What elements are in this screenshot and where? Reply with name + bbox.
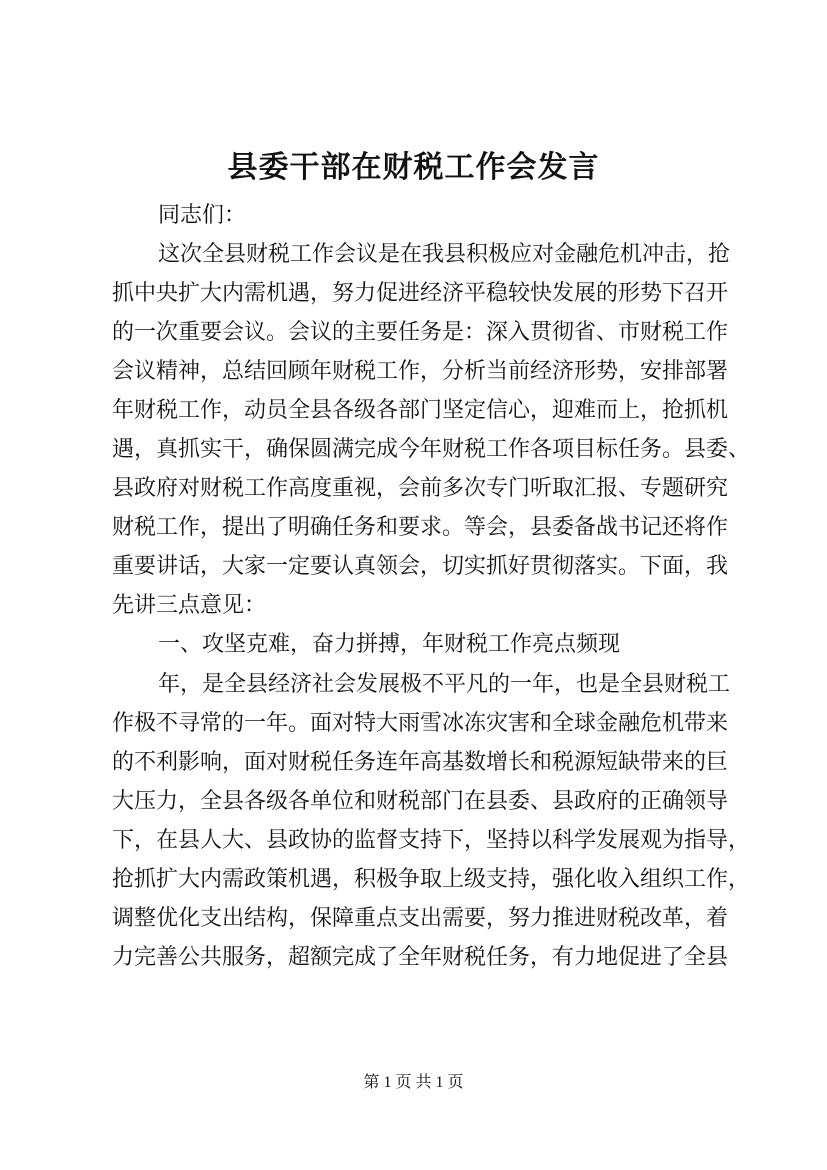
body-line: 年财税工作，动员全县各级各部门坚定信心，迎难而上，抢抓机 — [112, 398, 729, 423]
body-line: 会议精神，总结回顾年财税工作，分析当前经济形势，安排部署 — [112, 359, 729, 384]
body-line: 这次全县财税工作会议是在我县积极应对金融危机冲击，抢 — [158, 242, 731, 267]
body-line: 先讲三点意见： — [112, 593, 267, 618]
body-line: 抓中央扩大内需机遇，努力促进经济平稳较快发展的形势下召开 — [112, 281, 729, 306]
body-line: 县政府对财税工作高度重视，会前多次专门听取汇报、专题研究 — [112, 476, 729, 501]
document-title: 县委干部在财税工作会发言 — [227, 150, 600, 185]
body-line: 的不利影响，面对财税任务连年高基数增长和税源短缺带来的巨 — [112, 750, 729, 775]
body-line: 大压力，全县各级各单位和财税部门在县委、县政府的正确领导 — [112, 789, 729, 814]
body-line: 遇，真抓实干，确保圆满完成今年财税工作各项目标任务。县委、 — [112, 437, 751, 462]
salutation-line: 同志们： — [158, 203, 247, 228]
body-line: 年，是全县经济社会发展极不平凡的一年，也是全县财税工 — [158, 672, 731, 697]
body-line: 的一次重要会议。会议的主要任务是：深入贯彻省、市财税工作 — [112, 320, 729, 345]
section-heading: 一、攻坚克难，奋力拼搏，年财税工作亮点频现 — [158, 632, 621, 657]
body-line: 下，在县人大、县政协的监督支持下，坚持以科学发展观为指导， — [112, 828, 751, 853]
body-line: 调整优化支出结构，保障重点支出需要，努力推进财税改革，着 — [112, 906, 729, 931]
page-number-footer: 第 1 页 共 1 页 — [363, 1074, 464, 1091]
body-line: 力完善公共服务，超额完成了全年财税任务，有力地促进了全县 — [112, 945, 729, 970]
body-line: 作极不寻常的一年。面对特大雨雪冰冻灾害和全球金融危机带来 — [112, 711, 729, 736]
body-line: 财税工作，提出了明确任务和要求。等会，县委备战书记还将作 — [112, 515, 729, 540]
body-line: 重要讲话，大家一定要认真领会，切实抓好贯彻落实。下面，我 — [112, 554, 729, 579]
body-line: 抢抓扩大内需政策机遇，积极争取上级支持，强化收入组织工作， — [112, 867, 751, 892]
